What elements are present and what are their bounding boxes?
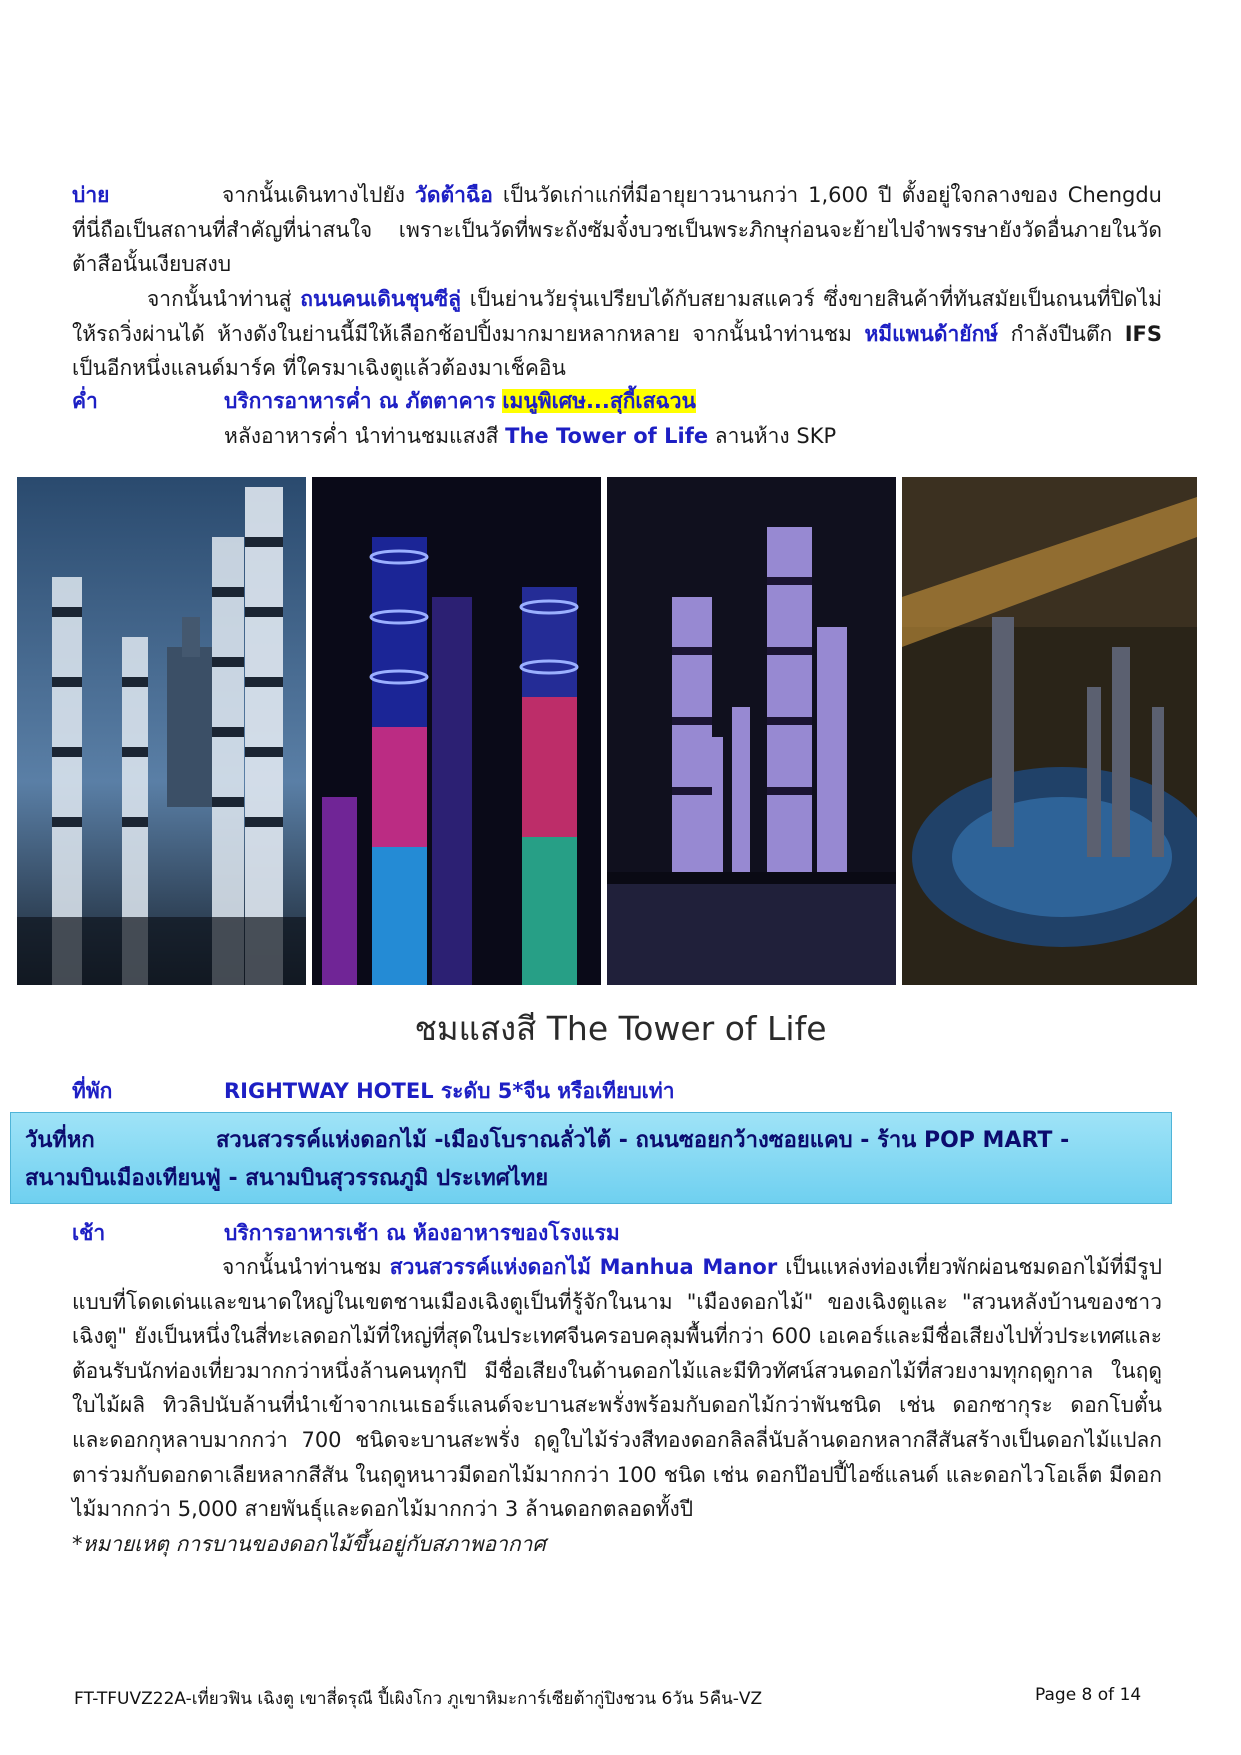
- dinner-service: [224, 384, 696, 418]
- text-span: เป็นอีกหนึ่งแลนด์มาร์ค ที่ใครมาเฉิงตูแล้วต้องมาเช็คอิน: [72, 356, 566, 381]
- day-banner: [10, 1112, 1172, 1204]
- dinner-after: [224, 419, 836, 453]
- hotel-name: RIGHTWAY HOTEL ระดับ 5*จีน หรือเทียบเท่า: [224, 1079, 675, 1103]
- dinner-label: ค่ำ: [72, 389, 98, 413]
- text-span: เป็นวัดเก่าแก่ที่มีอายุยาวนานกว่า 1,600 ปี ตั้งอยู่ใจกลางของ Chengdu ที่นี่ถือเป็นสถานที่สำคัญที่น่าสนใจ เพราะเป็นวัดที่พระถังซัมจั๋งบวชเป็นพระภิกษุก่อนจะย้ายไปจำพรรษายังวัดอื่นภายในวัดต้าสือนั้นเงียบสงบ: [72, 183, 1162, 277]
- tower-of-life-photos: [17, 477, 1197, 985]
- footer-page-number: Page 8 of 14: [1035, 1685, 1142, 1705]
- text-span: ลานห้าง SKP: [714, 424, 837, 448]
- morning-paragraph: [72, 1250, 1162, 1527]
- text-span: จากนั้นนำท่านชม: [222, 1255, 382, 1279]
- text-span: หลังอาหารค่ำ นำท่านชมแสงสี: [224, 424, 499, 448]
- place-temple: วัดต้าฉือ: [415, 183, 493, 207]
- morning-service: บริการอาหารเช้า ณ ห้องอาหารของโรงแรม: [224, 1221, 620, 1245]
- weather-note: *หมายเหตุ การบานของดอกไม้ขึ้นอยู่กับสภาพอากาศ: [72, 1532, 546, 1556]
- photo-tower-aerial: [902, 477, 1197, 985]
- afternoon-label: บ่าย: [72, 183, 110, 207]
- morning-label: เช้า: [72, 1221, 106, 1245]
- photo-tower-rainbow: [312, 477, 601, 985]
- text-span: กำลังปีนตึก: [1010, 321, 1113, 346]
- text-span: จากนั้นนำท่านสู่: [147, 287, 292, 311]
- dinner-service-text: บริการอาหารค่ำ ณ ภัตตาคาร: [224, 389, 496, 413]
- place-walking-street: ถนนคนเดินชุนซีลู่: [300, 287, 461, 311]
- hotel-label: ที่พัก: [72, 1079, 113, 1103]
- ifs-label: IFS: [1124, 321, 1162, 346]
- day-itinerary-line-2: สนามบินเมืองเทียนฟู่ - สนามบินสุวรรณภูมิ ประเทศไทย: [25, 1166, 549, 1191]
- place-giant-panda: หมีแพนด้ายักษ์: [864, 321, 999, 346]
- photo-caption: ชมแสงสี The Tower of Life: [414, 1009, 827, 1048]
- text-span: เป็นย่านวัยรุ่นเปรียบได้กับสยามสแควร์ ซึ่งขายสินค้าที่ทันสมัยเป็นถนนที่ปิดไม่ให้รถวิ่งผ่านได้ ห้างดังในย่านนี้มีให้เลือกช้อปปิ้งมากมายหลากหลาย จากนั้นนำท่านชม: [72, 287, 1162, 346]
- day-label: วันที่หก: [25, 1128, 95, 1153]
- text-span: จากนั้นเดินทางไปยัง: [222, 183, 406, 207]
- footer-document-code: FT-TFUVZ22A-เที่ยวฟิน เฉิงตู เขาสี่ดรุณี ปี้เผิงโกว ภูเขาหิมะการ์เซียต้ากู่ปิงชวน 6วัน 5คืน-VZ: [74, 1689, 763, 1709]
- photo-tower-purple: [607, 477, 896, 985]
- place-manhua-manor: สวนสวรรค์แห่งดอกไม้ Manhua Manor: [389, 1255, 778, 1279]
- dinner-menu-highlight: เมนูพิเศษ...สุกี้เสฉวน: [502, 389, 696, 413]
- day-itinerary-line-1: สวนสวรรค์แห่งดอกไม้ -เมืองโบราณลั่วไต้ - ถนนซอยกว้างซอยแคบ - ร้าน POP MART -: [216, 1128, 1070, 1153]
- afternoon-paragraph-1: [72, 178, 1162, 282]
- place-tower-of-life: The Tower of Life: [505, 424, 709, 448]
- photo-tower-white: [17, 477, 306, 985]
- text-span: เป็นแหล่งท่องเที่ยวพักผ่อนชมดอกไม้ที่มีรูปแบบที่โดดเด่นและขนาดใหญ่ในเขตชานเมืองเฉิงตูเป็นที่รู้จักในนาม "เมืองดอกไม้" ของเฉิงตูและ "สวนหลังบ้านของชาวเฉิงตู" ยังเป็นหนึ่งในสี่ทะเลดอกไม้ที่ใหญ่ที่สุดในประเทศจีนครอบคลุมพื้นที่กว่า 600 เอเคอร์และมีชื่อเสียงไปทั่วประเทศและต้อนรับนักท่องเที่ยวมากกว่าหนึ่งล้านคนทุกปี มีชื่อเสียงในด้านดอกไม้และมีทิวทัศน์สวนดอกไม้ที่สวยงามทุกฤดูกาล ในฤดูใบไม้ผลิ ทิวลิปนับล้านที่นำเข้าจากเนเธอร์แลนด์จะบานสะพรั่งพร้อมกับดอกไม้กว่าพันชนิด เช่น ดอกซากุระ ดอกโบตั๋น และดอกกุหลาบมากกว่า 700 ชนิดจะบานสะพรั่ง ฤดูใบไม้ร่วงสีทองดอกลิลลี่นับล้านดอกหลากสีสันสร้างเป็นดอกไม้แปลกตาร่วมกับดอกดาเลียหลากสีสัน ในฤดูหนาวมีดอกไม้มากกว่า 100 ชนิด เช่น ดอกป๊อปปี้ไอซ์แลนด์ และดอกไวโอเล็ต มีดอกไม้มากกว่า 5,000 สายพันธุ์และดอกไม้มากกว่า 3 ล้านดอกตลอดทั้งปี: [72, 1255, 1162, 1522]
- afternoon-paragraph-2: [72, 282, 1162, 386]
